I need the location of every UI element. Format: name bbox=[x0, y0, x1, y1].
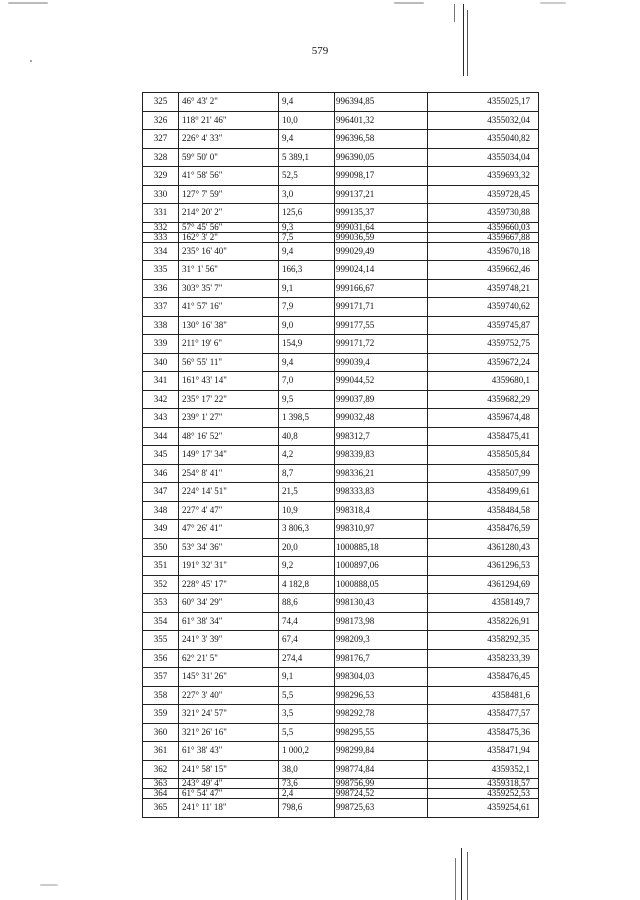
table-row bbox=[143, 789, 539, 799]
y-coordinate-cell: 4358292,35 bbox=[428, 631, 539, 650]
x-coordinate-cell: 999031,64 bbox=[335, 222, 428, 232]
distance-cell: 3,0 bbox=[279, 185, 335, 204]
x-coordinate-cell: 998296,53 bbox=[335, 686, 428, 705]
point-number-cell: 347 bbox=[143, 483, 179, 502]
y-coordinate-cell: 4358505,84 bbox=[428, 446, 539, 465]
x-coordinate-cell: 998292,78 bbox=[335, 705, 428, 724]
point-number-cell: 327 bbox=[143, 130, 179, 149]
distance-cell: 9,5 bbox=[279, 390, 335, 409]
x-coordinate-cell: 999036,59 bbox=[335, 232, 428, 242]
distance-cell: 10,0 bbox=[279, 111, 335, 130]
bearing-angle-cell: 303° 35' 7" bbox=[179, 279, 279, 298]
y-coordinate-cell: 4358484,58 bbox=[428, 501, 539, 520]
point-number-cell: 360 bbox=[143, 723, 179, 742]
x-coordinate-cell: 999171,72 bbox=[335, 335, 428, 354]
bearing-angle-cell: 57° 45' 56" bbox=[179, 222, 279, 232]
table-row bbox=[143, 501, 539, 520]
x-coordinate-cell: 999171,71 bbox=[335, 298, 428, 317]
x-coordinate-cell: 998295,55 bbox=[335, 723, 428, 742]
bearing-angle-cell: 48° 16' 52" bbox=[179, 427, 279, 446]
bearing-angle-cell: 41° 58' 56" bbox=[179, 167, 279, 186]
scan-artifact-line bbox=[467, 10, 468, 76]
point-number-cell: 349 bbox=[143, 520, 179, 539]
table-row bbox=[143, 612, 539, 631]
y-coordinate-cell: 4361280,43 bbox=[428, 538, 539, 557]
table-row bbox=[143, 427, 539, 446]
bearing-angle-cell: 239° 1' 27" bbox=[179, 409, 279, 428]
x-coordinate-cell: 999029,49 bbox=[335, 242, 428, 261]
point-number-cell: 340 bbox=[143, 353, 179, 372]
coordinates-table bbox=[142, 92, 539, 818]
table-row bbox=[143, 353, 539, 372]
point-number-cell: 331 bbox=[143, 204, 179, 223]
scan-artifact-line bbox=[455, 858, 456, 900]
bearing-angle-cell: 241° 3' 39" bbox=[179, 631, 279, 650]
bearing-angle-cell: 226° 4' 33" bbox=[179, 130, 279, 149]
y-coordinate-cell: 4358476,45 bbox=[428, 668, 539, 687]
point-number-cell: 337 bbox=[143, 298, 179, 317]
table-row bbox=[143, 279, 539, 298]
y-coordinate-cell: 4358475,36 bbox=[428, 723, 539, 742]
x-coordinate-cell: 1000885,18 bbox=[335, 538, 428, 557]
table-row bbox=[143, 148, 539, 167]
bearing-angle-cell: 235° 17' 22" bbox=[179, 390, 279, 409]
table-row bbox=[143, 372, 539, 391]
point-number-cell: 344 bbox=[143, 427, 179, 446]
table-row bbox=[143, 185, 539, 204]
distance-cell: 40,8 bbox=[279, 427, 335, 446]
x-coordinate-cell: 999037,89 bbox=[335, 390, 428, 409]
y-coordinate-cell: 4359693,32 bbox=[428, 167, 539, 186]
x-coordinate-cell: 998310,97 bbox=[335, 520, 428, 539]
y-coordinate-cell: 4355025,17 bbox=[428, 93, 539, 112]
y-coordinate-cell: 4359728,45 bbox=[428, 185, 539, 204]
bearing-angle-cell: 127° 7' 59" bbox=[179, 185, 279, 204]
distance-cell: 1 000,2 bbox=[279, 742, 335, 761]
point-number-cell: 355 bbox=[143, 631, 179, 650]
distance-cell: 274,4 bbox=[279, 649, 335, 668]
table-row bbox=[143, 204, 539, 223]
x-coordinate-cell: 998173,98 bbox=[335, 612, 428, 631]
x-coordinate-cell: 996394,85 bbox=[335, 93, 428, 112]
x-coordinate-cell: 996396,58 bbox=[335, 130, 428, 149]
distance-cell: 9,4 bbox=[279, 353, 335, 372]
point-number-cell: 335 bbox=[143, 261, 179, 280]
bearing-angle-cell: 31° 1' 56" bbox=[179, 261, 279, 280]
y-coordinate-cell: 4359660,03 bbox=[428, 222, 539, 232]
point-number-cell: 341 bbox=[143, 372, 179, 391]
table-row bbox=[143, 705, 539, 724]
point-number-cell: 338 bbox=[143, 316, 179, 335]
x-coordinate-cell: 998724,52 bbox=[335, 789, 428, 799]
y-coordinate-cell: 4358226,91 bbox=[428, 612, 539, 631]
distance-cell: 5 389,1 bbox=[279, 148, 335, 167]
distance-cell: 74,4 bbox=[279, 612, 335, 631]
bearing-angle-cell: 228° 45' 17" bbox=[179, 575, 279, 594]
x-coordinate-cell: 998299,84 bbox=[335, 742, 428, 761]
x-coordinate-cell: 998339,83 bbox=[335, 446, 428, 465]
page-number: 579 bbox=[311, 45, 329, 57]
y-coordinate-cell: 4359352,1 bbox=[428, 760, 539, 779]
y-coordinate-cell: 4358476,59 bbox=[428, 520, 539, 539]
bearing-angle-cell: 118° 21' 46" bbox=[179, 111, 279, 130]
distance-cell: 125,6 bbox=[279, 204, 335, 223]
distance-cell: 154,9 bbox=[279, 335, 335, 354]
point-number-cell: 358 bbox=[143, 686, 179, 705]
y-coordinate-cell: 4359748,21 bbox=[428, 279, 539, 298]
bearing-angle-cell: 61° 54' 47" bbox=[179, 789, 279, 799]
y-coordinate-cell: 4359254,61 bbox=[428, 799, 539, 818]
x-coordinate-cell: 998333,83 bbox=[335, 483, 428, 502]
point-number-cell: 364 bbox=[143, 789, 179, 799]
table-row bbox=[143, 298, 539, 317]
table-row bbox=[143, 594, 539, 613]
bearing-angle-cell: 243° 49' 4" bbox=[179, 779, 279, 789]
bearing-angle-cell: 241° 58' 15" bbox=[179, 760, 279, 779]
distance-cell: 8,7 bbox=[279, 464, 335, 483]
x-coordinate-cell: 996390,05 bbox=[335, 148, 428, 167]
scan-artifact-mark bbox=[40, 884, 58, 886]
x-coordinate-cell: 999044,52 bbox=[335, 372, 428, 391]
table-row bbox=[143, 390, 539, 409]
table-row bbox=[143, 760, 539, 779]
distance-cell: 9,2 bbox=[279, 557, 335, 576]
distance-cell: 7,0 bbox=[279, 372, 335, 391]
y-coordinate-cell: 4361296,53 bbox=[428, 557, 539, 576]
x-coordinate-cell: 998774,84 bbox=[335, 760, 428, 779]
point-number-cell: 336 bbox=[143, 279, 179, 298]
x-coordinate-cell: 1000888,05 bbox=[335, 575, 428, 594]
bearing-angle-cell: 56° 55' 11" bbox=[179, 353, 279, 372]
y-coordinate-cell: 4359252,53 bbox=[428, 789, 539, 799]
point-number-cell: 326 bbox=[143, 111, 179, 130]
distance-cell: 798,6 bbox=[279, 799, 335, 818]
table-row bbox=[143, 111, 539, 130]
x-coordinate-cell: 998725,63 bbox=[335, 799, 428, 818]
scan-artifact-line bbox=[467, 852, 468, 900]
x-coordinate-cell: 998312,7 bbox=[335, 427, 428, 446]
table-row bbox=[143, 557, 539, 576]
distance-cell: 4,2 bbox=[279, 446, 335, 465]
bearing-angle-cell: 227° 4' 47" bbox=[179, 501, 279, 520]
x-coordinate-cell: 999137,21 bbox=[335, 185, 428, 204]
table-row bbox=[143, 799, 539, 818]
scan-artifact-line bbox=[454, 4, 455, 22]
y-coordinate-cell: 4359667,88 bbox=[428, 232, 539, 242]
point-number-cell: 362 bbox=[143, 760, 179, 779]
y-coordinate-cell: 4359662,46 bbox=[428, 261, 539, 280]
y-coordinate-cell: 4358499,61 bbox=[428, 483, 539, 502]
point-number-cell: 359 bbox=[143, 705, 179, 724]
point-number-cell: 350 bbox=[143, 538, 179, 557]
bearing-angle-cell: 214° 20' 2" bbox=[179, 204, 279, 223]
x-coordinate-cell: 999098,17 bbox=[335, 167, 428, 186]
point-number-cell: 345 bbox=[143, 446, 179, 465]
point-number-cell: 365 bbox=[143, 799, 179, 818]
y-coordinate-cell: 4359318,57 bbox=[428, 779, 539, 789]
distance-cell: 3 806,3 bbox=[279, 520, 335, 539]
distance-cell: 10,9 bbox=[279, 501, 335, 520]
y-coordinate-cell: 4358149,7 bbox=[428, 594, 539, 613]
table-row bbox=[143, 93, 539, 112]
table-row bbox=[143, 649, 539, 668]
y-coordinate-cell: 4355040,82 bbox=[428, 130, 539, 149]
scan-artifact-mark bbox=[8, 2, 48, 4]
point-number-cell: 361 bbox=[143, 742, 179, 761]
bearing-angle-cell: 211° 19' 6" bbox=[179, 335, 279, 354]
x-coordinate-cell: 998176,7 bbox=[335, 649, 428, 668]
bearing-angle-cell: 224° 14' 51" bbox=[179, 483, 279, 502]
y-coordinate-cell: 4359674,48 bbox=[428, 409, 539, 428]
bearing-angle-cell: 191° 32' 31" bbox=[179, 557, 279, 576]
bearing-angle-cell: 321° 26' 16" bbox=[179, 723, 279, 742]
table-row bbox=[143, 242, 539, 261]
distance-cell: 9,4 bbox=[279, 130, 335, 149]
distance-cell: 7,9 bbox=[279, 298, 335, 317]
table-row bbox=[143, 167, 539, 186]
distance-cell: 1 398,5 bbox=[279, 409, 335, 428]
point-number-cell: 334 bbox=[143, 242, 179, 261]
point-number-cell: 354 bbox=[143, 612, 179, 631]
distance-cell: 9,1 bbox=[279, 668, 335, 687]
bearing-angle-cell: 130° 16' 38" bbox=[179, 316, 279, 335]
y-coordinate-cell: 4359670,18 bbox=[428, 242, 539, 261]
table-row bbox=[143, 631, 539, 650]
table-row bbox=[143, 316, 539, 335]
distance-cell: 2,4 bbox=[279, 789, 335, 799]
x-coordinate-cell: 998130,43 bbox=[335, 594, 428, 613]
x-coordinate-cell: 999024,14 bbox=[335, 261, 428, 280]
distance-cell: 52,5 bbox=[279, 167, 335, 186]
bearing-angle-cell: 227° 3' 40" bbox=[179, 686, 279, 705]
distance-cell: 7,5 bbox=[279, 232, 335, 242]
bearing-angle-cell: 47° 26' 41" bbox=[179, 520, 279, 539]
table-row bbox=[143, 464, 539, 483]
bearing-angle-cell: 59° 50' 0" bbox=[179, 148, 279, 167]
distance-cell: 5,5 bbox=[279, 686, 335, 705]
table-row bbox=[143, 483, 539, 502]
table-row bbox=[143, 130, 539, 149]
point-number-cell: 346 bbox=[143, 464, 179, 483]
y-coordinate-cell: 4358507,99 bbox=[428, 464, 539, 483]
x-coordinate-cell: 998336,21 bbox=[335, 464, 428, 483]
point-number-cell: 332 bbox=[143, 222, 179, 232]
x-coordinate-cell: 998318,4 bbox=[335, 501, 428, 520]
scan-artifact-mark bbox=[540, 2, 566, 4]
x-coordinate-cell: 999135,37 bbox=[335, 204, 428, 223]
point-number-cell: 343 bbox=[143, 409, 179, 428]
point-number-cell: 357 bbox=[143, 668, 179, 687]
x-coordinate-cell: 999039,4 bbox=[335, 353, 428, 372]
y-coordinate-cell: 4359752,75 bbox=[428, 335, 539, 354]
point-number-cell: 352 bbox=[143, 575, 179, 594]
bearing-angle-cell: 60° 34' 29" bbox=[179, 594, 279, 613]
table-row bbox=[143, 222, 539, 232]
y-coordinate-cell: 4359730,88 bbox=[428, 204, 539, 223]
distance-cell: 73,6 bbox=[279, 779, 335, 789]
distance-cell: 4 182,8 bbox=[279, 575, 335, 594]
distance-cell: 67,4 bbox=[279, 631, 335, 650]
bearing-angle-cell: 161° 43' 14" bbox=[179, 372, 279, 391]
point-number-cell: 348 bbox=[143, 501, 179, 520]
y-coordinate-cell: 4358477,57 bbox=[428, 705, 539, 724]
bearing-angle-cell: 321° 24' 57" bbox=[179, 705, 279, 724]
y-coordinate-cell: 4358475,41 bbox=[428, 427, 539, 446]
distance-cell: 9,4 bbox=[279, 93, 335, 112]
distance-cell: 9,0 bbox=[279, 316, 335, 335]
table-row bbox=[143, 723, 539, 742]
point-number-cell: 333 bbox=[143, 232, 179, 242]
y-coordinate-cell: 4358471,94 bbox=[428, 742, 539, 761]
point-number-cell: 328 bbox=[143, 148, 179, 167]
bearing-angle-cell: 149° 17' 34" bbox=[179, 446, 279, 465]
distance-cell: 38,0 bbox=[279, 760, 335, 779]
table-row bbox=[143, 520, 539, 539]
bearing-angle-cell: 46° 43' 2" bbox=[179, 93, 279, 112]
point-number-cell: 351 bbox=[143, 557, 179, 576]
y-coordinate-cell: 4361294,69 bbox=[428, 575, 539, 594]
y-coordinate-cell: 4359680,1 bbox=[428, 372, 539, 391]
distance-cell: 9,1 bbox=[279, 279, 335, 298]
distance-cell: 9,3 bbox=[279, 222, 335, 232]
y-coordinate-cell: 4359682,29 bbox=[428, 390, 539, 409]
point-number-cell: 330 bbox=[143, 185, 179, 204]
bearing-angle-cell: 235° 16' 40" bbox=[179, 242, 279, 261]
point-number-cell: 363 bbox=[143, 779, 179, 789]
distance-cell: 20,0 bbox=[279, 538, 335, 557]
y-coordinate-cell: 4355032,04 bbox=[428, 111, 539, 130]
x-coordinate-cell: 998209,3 bbox=[335, 631, 428, 650]
bearing-angle-cell: 61° 38' 34" bbox=[179, 612, 279, 631]
bearing-angle-cell: 41° 57' 16" bbox=[179, 298, 279, 317]
y-coordinate-cell: 4359740,62 bbox=[428, 298, 539, 317]
table-row bbox=[143, 335, 539, 354]
y-coordinate-cell: 4355034,04 bbox=[428, 148, 539, 167]
scan-artifact-mark bbox=[30, 60, 32, 62]
table-row bbox=[143, 575, 539, 594]
x-coordinate-cell: 996401,32 bbox=[335, 111, 428, 130]
bearing-angle-cell: 145° 31' 26" bbox=[179, 668, 279, 687]
table-row bbox=[143, 409, 539, 428]
point-number-cell: 325 bbox=[143, 93, 179, 112]
distance-cell: 166,3 bbox=[279, 261, 335, 280]
table-row bbox=[143, 686, 539, 705]
point-number-cell: 353 bbox=[143, 594, 179, 613]
scan-artifact-line bbox=[463, 4, 464, 76]
distance-cell: 3,5 bbox=[279, 705, 335, 724]
bearing-angle-cell: 241° 11' 18" bbox=[179, 799, 279, 818]
bearing-angle-cell: 53° 34' 36" bbox=[179, 538, 279, 557]
x-coordinate-cell: 998756,99 bbox=[335, 779, 428, 789]
bearing-angle-cell: 61° 38' 43" bbox=[179, 742, 279, 761]
table-row bbox=[143, 261, 539, 280]
scan-artifact-line bbox=[461, 848, 462, 900]
x-coordinate-cell: 998304,03 bbox=[335, 668, 428, 687]
x-coordinate-cell: 999166,67 bbox=[335, 279, 428, 298]
bearing-angle-cell: 254° 8' 41" bbox=[179, 464, 279, 483]
table-row bbox=[143, 446, 539, 465]
table-row bbox=[143, 232, 539, 242]
distance-cell: 5,5 bbox=[279, 723, 335, 742]
y-coordinate-cell: 4358481,6 bbox=[428, 686, 539, 705]
y-coordinate-cell: 4359745,87 bbox=[428, 316, 539, 335]
point-number-cell: 356 bbox=[143, 649, 179, 668]
x-coordinate-cell: 1000897,06 bbox=[335, 557, 428, 576]
table-row bbox=[143, 742, 539, 761]
table-row bbox=[143, 538, 539, 557]
coordinates-table-body bbox=[143, 93, 539, 818]
point-number-cell: 342 bbox=[143, 390, 179, 409]
table-row bbox=[143, 779, 539, 789]
bearing-angle-cell: 162° 3' 2" bbox=[179, 232, 279, 242]
point-number-cell: 339 bbox=[143, 335, 179, 354]
table-row bbox=[143, 668, 539, 687]
distance-cell: 9,4 bbox=[279, 242, 335, 261]
scan-artifact-mark bbox=[394, 2, 424, 4]
y-coordinate-cell: 4359672,24 bbox=[428, 353, 539, 372]
distance-cell: 88,6 bbox=[279, 594, 335, 613]
bearing-angle-cell: 62° 21' 5" bbox=[179, 649, 279, 668]
distance-cell: 21,5 bbox=[279, 483, 335, 502]
point-number-cell: 329 bbox=[143, 167, 179, 186]
y-coordinate-cell: 4358233,39 bbox=[428, 649, 539, 668]
x-coordinate-cell: 999177,55 bbox=[335, 316, 428, 335]
x-coordinate-cell: 999032,48 bbox=[335, 409, 428, 428]
